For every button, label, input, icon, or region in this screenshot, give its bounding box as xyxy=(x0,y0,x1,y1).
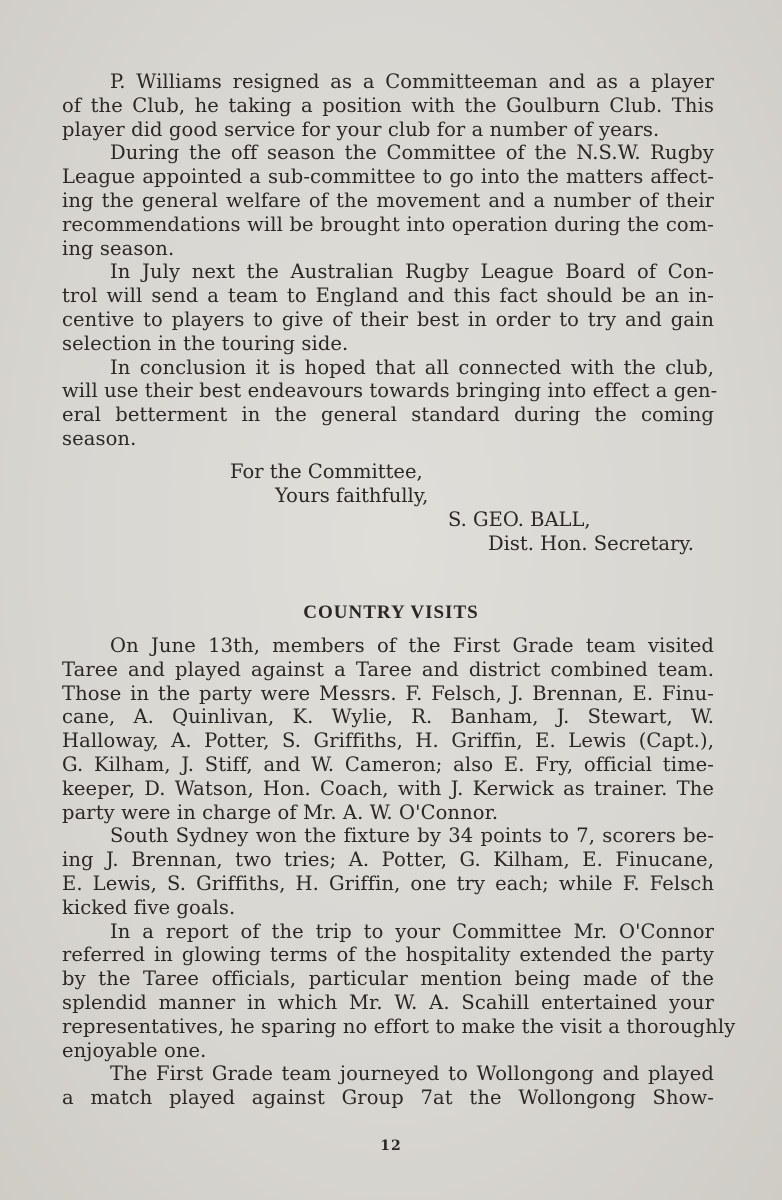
country-visits-text-block xyxy=(62,634,736,1110)
text-line: season. xyxy=(62,426,137,450)
text-line: In a report of the trip to your Committee Mr. O'Connor xyxy=(110,919,714,943)
text-line: centive to players to give of their best in order to try and gain xyxy=(62,307,714,331)
text-line: party were in charge of Mr. A. W. O'Connor. xyxy=(62,800,499,824)
text-line: In July next the Australian Rugby League Board of Con- xyxy=(110,260,714,284)
paragraph xyxy=(62,141,714,260)
text-line: will use their best endeavours towards bringing into effect a gen- xyxy=(62,379,718,403)
signoff-title: Dist. Hon. Secretary. xyxy=(488,532,694,555)
text-line: Taree and played against a Taree and district combined team. xyxy=(62,657,714,681)
text-line: ing the general welfare of the movement and a number of their xyxy=(62,188,714,212)
text-line: selection in the touring side. xyxy=(62,331,349,355)
text-line: In conclusion it is hoped that all connected with the club, xyxy=(110,355,714,379)
text-line: recommendations will be brought into operation during the com- xyxy=(62,212,714,236)
text-line: representatives, he sparing no effort to make the visit a thoroughly xyxy=(62,1014,736,1038)
text-line: Halloway, A. Potter, S. Griffiths, H. Griffin, E. Lewis (Capt.), xyxy=(62,729,714,753)
text-line: ing season. xyxy=(62,236,175,260)
text-line: League appointed a sub-committee to go into the matters affect- xyxy=(62,165,714,189)
text-line: splendid manner in which Mr. W. A. Scahill entertained your xyxy=(62,990,714,1014)
text-line: ing J. Brennan, two tries; A. Potter, G. Kilham, E. Finucane, xyxy=(62,848,714,872)
signoff-name: S. GEO. BALL, xyxy=(448,508,591,531)
text-line: P. Williams resigned as a Committeeman and as a player xyxy=(110,70,714,93)
text-line: trol will send a team to England and this fact should be an in- xyxy=(62,284,714,308)
text-line: player did good service for your club for a number of years. xyxy=(62,117,660,141)
intro-text-block xyxy=(62,70,718,451)
section-heading: COUNTRY VISITS xyxy=(303,602,479,623)
text-line: During the off season the Committee of the N.S.W. Rugby xyxy=(110,141,714,165)
paragraph xyxy=(62,355,718,451)
text-line: E. Lewis, S. Griffiths, H. Griffin, one try each; while F. Felsch xyxy=(62,871,714,895)
text-line: South Sydney won the fixture by 34 points to 7, scorers be- xyxy=(110,824,714,848)
text-line: eral betterment in the general standard during the coming xyxy=(62,403,714,427)
text-line: keeper, D. Watson, Hon. Coach, with J. Kerwick as trainer. The xyxy=(62,776,714,800)
text-line: enjoyable one. xyxy=(62,1038,207,1062)
text-line: Those in the party were Messrs. F. Felsch, J. Brennan, E. Finu- xyxy=(62,681,714,705)
text-line: kicked five goals. xyxy=(62,895,236,919)
text-line: by the Taree officials, particular mention being made of the xyxy=(62,967,714,991)
paragraph xyxy=(62,260,714,355)
page-number: 12 xyxy=(380,1138,402,1154)
text-line: The First Grade team journeyed to Wollongong and played xyxy=(110,1062,714,1086)
text-line: of the Club, he taking a position with the Goulburn Club. This xyxy=(62,93,714,117)
text-line: On June 13th, members of the First Grade team visited xyxy=(110,634,714,657)
signoff-for-committee: For the Committee, xyxy=(230,460,423,483)
text-line: referred in glowing terms of the hospitality extended the party xyxy=(62,943,714,967)
text-line: cane, A. Quinlivan, K. Wylie, R. Banham, J. Stewart, W. xyxy=(62,705,714,729)
paragraph xyxy=(62,1062,714,1110)
paragraph xyxy=(62,919,736,1063)
paragraph xyxy=(62,824,714,919)
paragraph xyxy=(62,634,714,824)
text-line: a match played against Group 7at the Wollongong Show- xyxy=(62,1086,714,1110)
text-line: G. Kilham, J. Stiff, and W. Cameron; also E. Fry, official time- xyxy=(62,752,714,776)
signoff-closing: Yours faithfully, xyxy=(275,484,429,507)
paragraph xyxy=(62,70,714,141)
